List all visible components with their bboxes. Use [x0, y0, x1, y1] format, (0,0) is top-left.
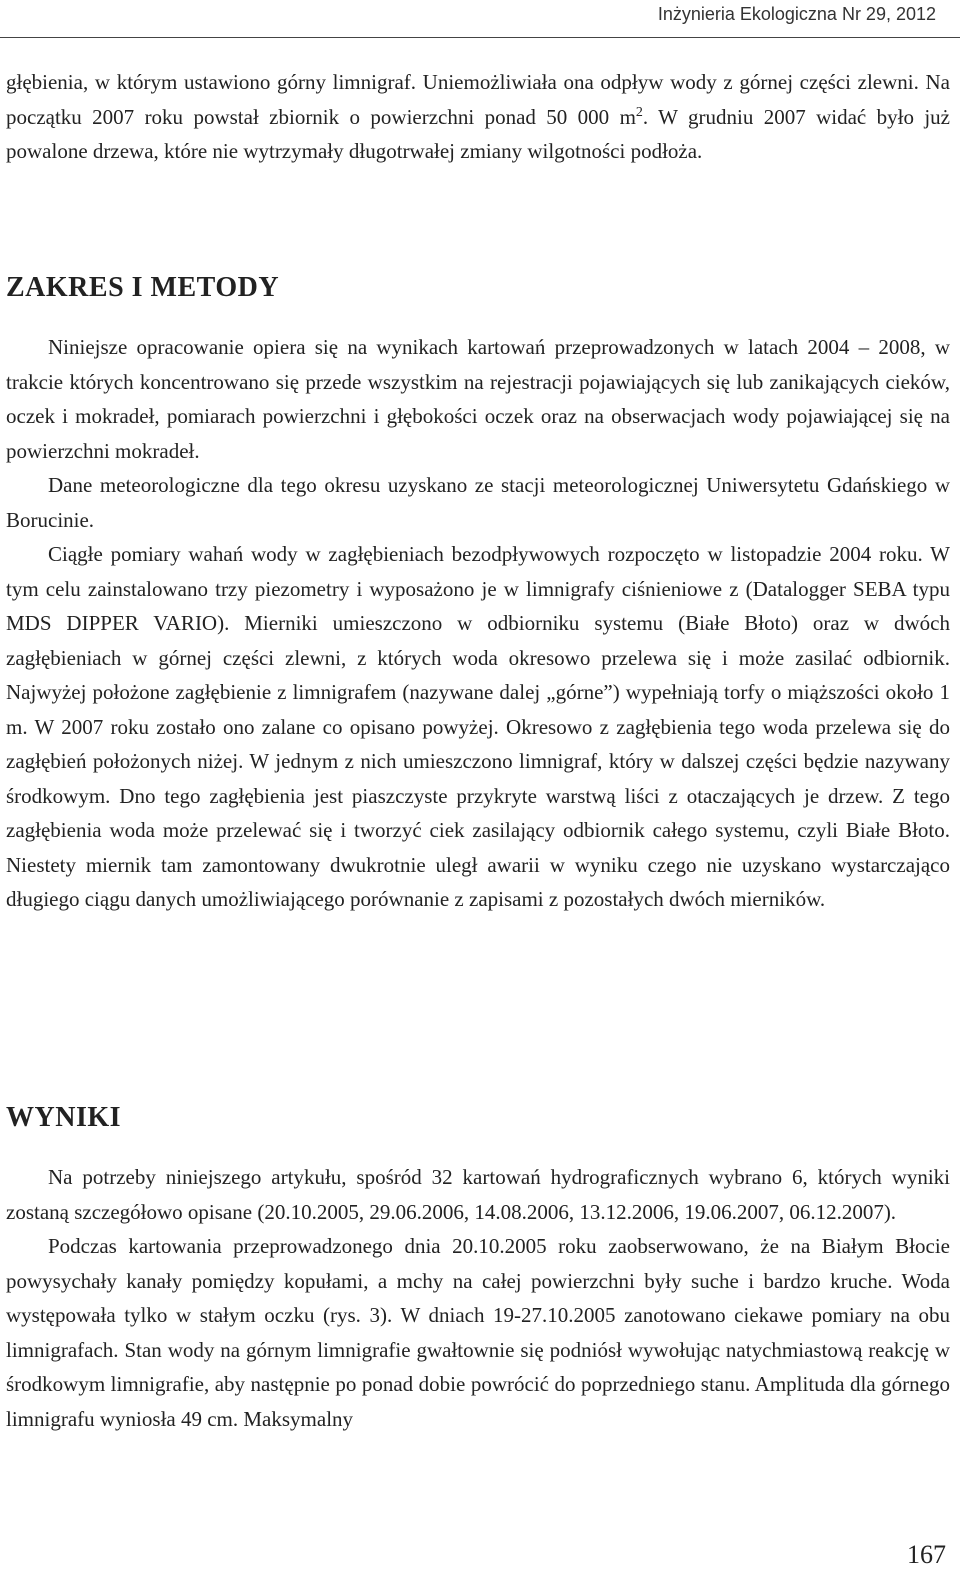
intro-paragraph	[6, 65, 950, 169]
section-heading-methods: ZAKRES I METODY	[6, 272, 280, 303]
page-number: 167	[907, 1540, 946, 1569]
running-header	[0, 0, 960, 38]
results-paragraph-1: Na potrzeby niniejszego artykułu, spośród 32 kartowań hydrograficznych wybrano 6, których wyniki zostaną szczegółowo opisane (20.10.2005, 29.06.2006, 14.08.2006, 13.12.2006, 19.06.2007, 06.12.2007).	[6, 1165, 950, 1224]
superscript: 2	[635, 104, 643, 120]
methods-paragraph-1: Niniejsze opracowanie opiera się na wynikach kartowań przeprowadzonych w latach 2004 – 2008, w trakcie których koncentrowano się przede wszystkim na rejestracji pojawiających się lub zanikających cieków, oczek i mokradeł, pomiarach powierzchni i głębokości oczek oraz na obserwacjach wody pojawiającej się na powierzchni mokradeł.	[6, 335, 950, 463]
results-section	[6, 1160, 950, 1436]
intro-block	[6, 65, 950, 169]
methods-paragraph-3: Ciągłe pomiary wahań wody w zagłębieniach bezodpływowych rozpoczęto w listopadzie 2004 roku. W tym celu zainstalowano trzy piezometry i wyposażono je w limnigrafy ciśnieniowe z (Datalogger SEBA typu MDS DIPPER VARIO). Mierniki umieszczono w odbiorniku systemu (Białe Błoto) oraz w dwóch zagłębieniach w górnej części zlewni, z których woda okresowo przelewa się i może zasilać odbiornik. Najwyżej położone zagłębienie z limnigrafem (nazywane dalej „górne”) wypełniają torfy o miąższości około 1 m. W 2007 roku zostało ono zalane co opisano powyżej. Okresowo z zagłębienia tego woda przelewa się do zagłębień położonych niżej. W jednym z nich umieszczono limnigraf, który w dalszej części będzie nazywany środkowym. Dno tego zagłębienia jest piaszczyste przykryte warstwą liści z otaczających je drzew. Z tego zagłębienia woda może przelewać się i tworzyć ciek zasilający odbiornik całego systemu, czyli Białe Błoto. Niestety miernik tam zamontowany dwukrotnie uległ awarii w wyniku czego nie uzyskano wystarczająco długiego ciągu danych umożliwiającego porównanie z zapisami z pozostałych dwóch mierników.	[6, 542, 950, 911]
intro-text: głębienia, w którym ustawiono górny limnigraf. Uniemożliwiała ona odpływ wody z górnej części zlewni. Na początku 2007 roku powstał zbiornik o powierzchni ponad 50 000 m	[6, 70, 950, 129]
section-heading-results: WYNIKI	[6, 1102, 122, 1133]
results-paragraph-2: Podczas kartowania przeprowadzonego dnia 20.10.2005 roku zaobserwowano, że na Białym Błocie powysychały kanały pomiędzy kopułami, a mchy na całej powierzchni były suche i bardzo kruche. Woda występowała tylko w stałym oczku (rys. 3). W dniach 19-27.10.2005 zanotowano ciekawe pomiary na obu limnigrafach. Stan wody na górnym limnigrafie gwałtownie się podniósł wywołując natychmiastową reakcję w środkowym limnigrafie, aby następnie po ponad dobie powrócić do poprzedniego stanu. Amplituda dla górnego limnigrafu wyniosła 49 cm. Maksymalny	[6, 1234, 950, 1431]
methods-section	[6, 330, 950, 917]
journal-title: Inżynieria Ekologiczna Nr 29, 2012	[657, 4, 936, 24]
methods-paragraph-2: Dane meteorologiczne dla tego okresu uzyskano ze stacji meteorologicznej Uniwersytetu Gdańskiego w Borucinie.	[6, 473, 950, 532]
intro-text-cont: . W grudniu 2007 widać było już powalone drzewa, które nie wytrzymały długotrwałej zmiany wilgotności podłoża.	[6, 104, 950, 163]
